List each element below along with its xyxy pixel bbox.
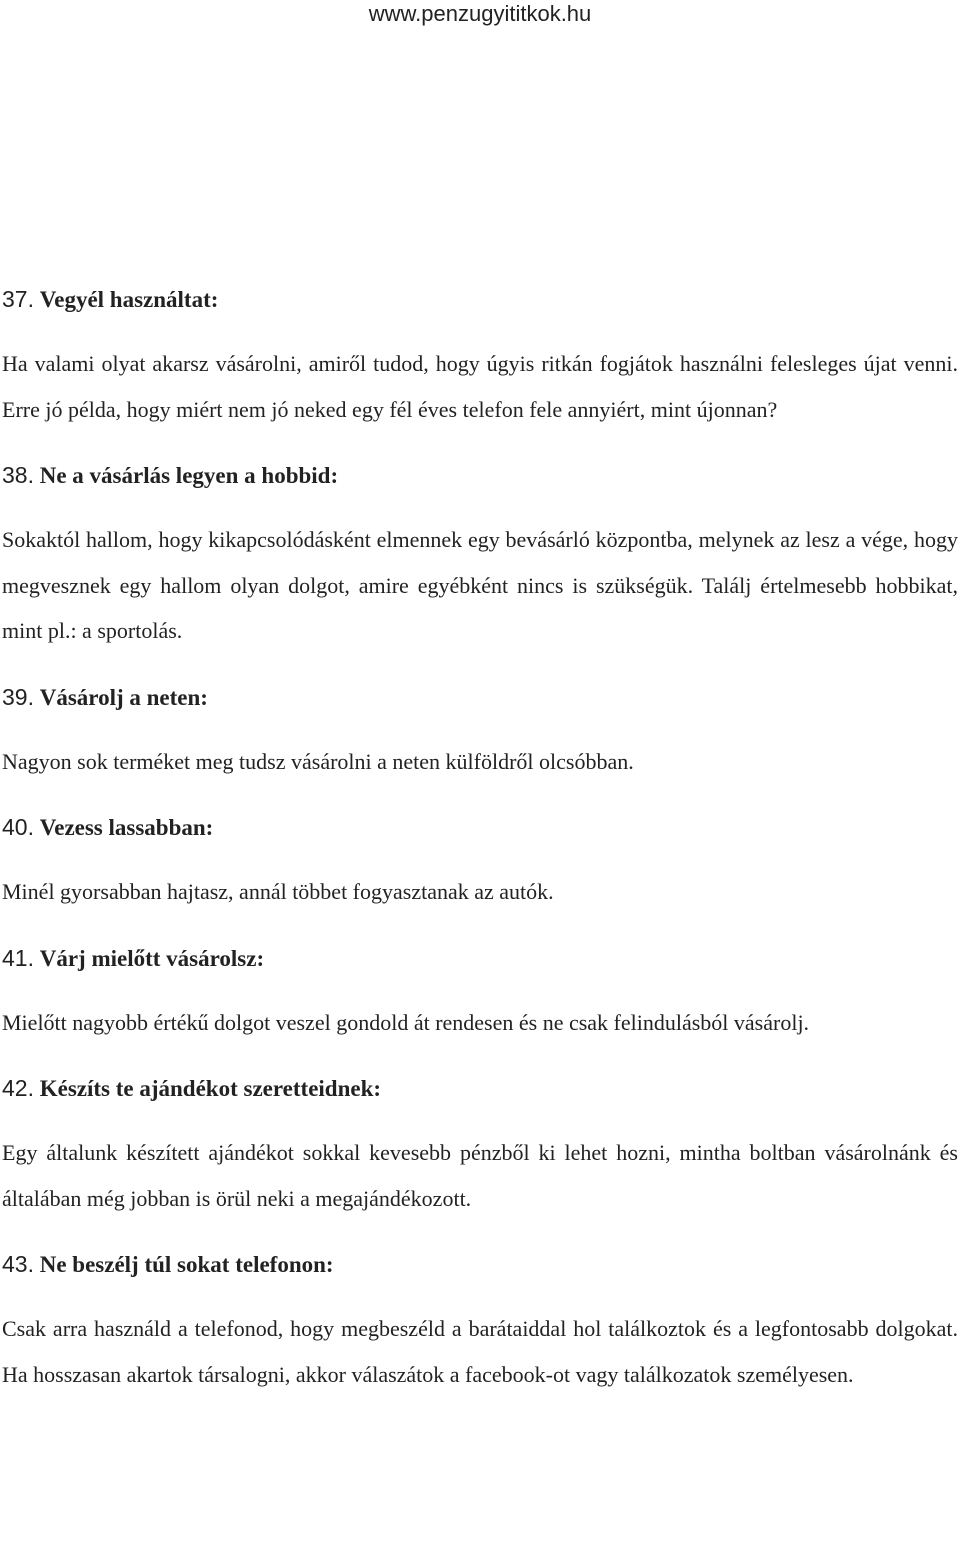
site-header: www.penzugyititkok.hu [368, 1, 592, 26]
tip-40 [2, 803, 958, 915]
tip-41 [2, 934, 958, 1046]
tip-heading [2, 1240, 958, 1288]
tip-text: Sokaktól hallom, hogy kikapcsolódásként elmennek egy bevásárló központba, melynek az lesz a vége, hogy megvesznek egy hallom olyan dolgot, amire egyébként nincs is szükségük. Találj értelmesebb hobbikat, mint pl.: a sportolás. [2, 527, 958, 643]
tip-number: 38. [2, 462, 34, 488]
tip-heading [2, 1064, 958, 1112]
tip-text: Egy általunk készített ajándékot sokkal kevesebb pénzből ki lehet hozni, mintha boltban vásárolnánk és általában még jobban is örül neki a megajándékozott. [2, 1140, 958, 1211]
tip-number: 41. [2, 944, 34, 971]
tip-38 [2, 451, 958, 654]
tip-heading [2, 275, 958, 323]
tips-list [2, 275, 958, 1416]
tip-text: Ha valami olyat akarsz vásárolni, amiről tudod, hogy úgyis ritkán fogjátok használni felesleges újat venni. Erre jó példa, hogy miért nem jó neked egy fél éves telefon fele annyiért, mint újonnan? [2, 351, 958, 422]
tip-37 [2, 275, 958, 432]
tip-number: 39. [2, 683, 34, 710]
tip-number: 40. [2, 814, 34, 840]
tip-39 [2, 673, 958, 785]
tip-text: Csak arra használd a telefonod, hogy megbeszéld a barátaiddal hol találkoztok és a legfontosabb dolgokat. Ha hosszasan akartok társalogni, akkor válaszátok a facebook-ot vagy találkozatok személyesen. [2, 1316, 958, 1387]
tip-title: Vezess lassabban: [39, 815, 214, 840]
tip-title: Várj mielőtt vásárolsz: [39, 945, 265, 971]
tip-title: Készíts te ajándékot szeretteidnek: [39, 1076, 382, 1101]
tip-heading [2, 451, 958, 499]
tip-title: Vásárolj a neten: [39, 684, 208, 710]
tip-42 [2, 1064, 958, 1221]
tip-heading [2, 934, 958, 982]
tip-text: Nagyon sok terméket meg tudsz vásárolni a neten külföldről olcsóbban. [2, 748, 634, 774]
tip-text: Mielőtt nagyobb értékű dolgot veszel gondold át rendesen és ne csak felindulásból vásárolj. [2, 1009, 810, 1035]
tip-number: 43. [2, 1251, 34, 1277]
tip-heading [2, 803, 958, 851]
tip-text: Minél gyorsabban hajtasz, annál többet fogyasztanak az autók. [2, 879, 554, 904]
tip-title: Vegyél használtat: [39, 287, 219, 312]
tip-number: 42. [2, 1075, 34, 1101]
tip-number: 37. [2, 286, 34, 312]
tip-title: Ne beszélj túl sokat telefonon: [39, 1252, 334, 1277]
tip-43 [2, 1240, 958, 1397]
tip-title: Ne a vásárlás legyen a hobbid: [39, 463, 339, 488]
tip-heading [2, 673, 958, 721]
